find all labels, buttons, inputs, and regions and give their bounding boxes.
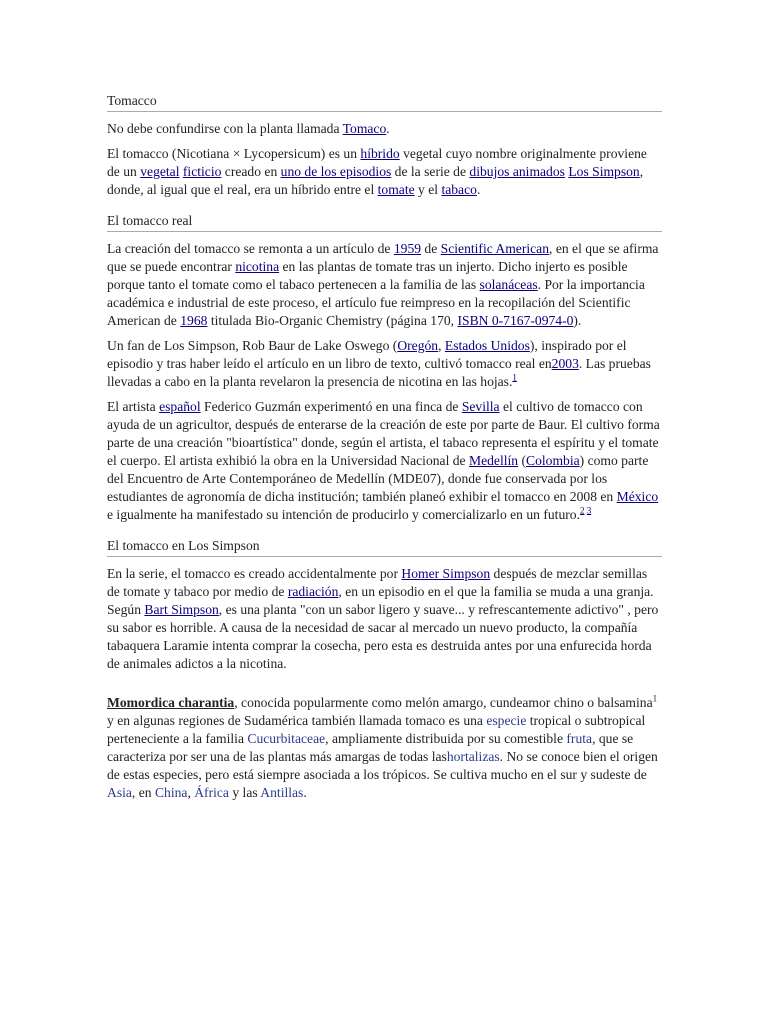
hatnote: No debe confundirse con la planta llamada Tomaco. (107, 121, 390, 136)
section-heading-tomacco: Tomacco (107, 92, 662, 112)
link-asia[interactable]: Asia (107, 785, 132, 800)
paragraph-momordica: Momordica charantia, conocida popularmente como melón amargo, cundeamor chino o balsamina$^1$ y en algunas regiones de Sudamérica también llamada tomaco es una especie tropical o subtropical perteneciente a la familia Cucurbitaceae, ampliamente distribuida por su comestible fruta, que se caracteriza por ser una de las plantas más amargas de todas lashortalizas. No se conoce bien el origen de estas especies, pero está siempre asociada a los trópicos. Se cultiva mucho en el sur y sudeste de Asia, en China, África y las Antillas. (107, 693, 658, 800)
footnote-3[interactable]: 3 (586, 505, 592, 516)
link-oregon[interactable]: Oregón (397, 338, 439, 353)
link-mexico[interactable]: México (616, 489, 659, 504)
link-isbn[interactable]: ISBN 0-7167-0974-0 (457, 313, 574, 328)
link-estados-unidos[interactable]: Estados Unidos (444, 338, 530, 353)
link-tabaco[interactable]: tabaco (441, 182, 477, 197)
link-china[interactable]: China (154, 785, 188, 800)
link-1968[interactable]: 1968 (180, 313, 208, 328)
link-2003[interactable]: 2003 (551, 356, 579, 371)
link-hortalizas[interactable]: hortalizas (446, 749, 500, 764)
link-episodio[interactable]: uno de los episodios (280, 164, 392, 179)
paragraph-origin: La creación del tomacco se remonta a un artículo de 1959 de Scientific American, en el que se afirma que se puede encontrar nicotina en las plantas de tomate tras un injerto. Dicho injerto es posible porque tanto el tomate como el tabaco pertenecen a la familia de las solanáceas. Por la importancia académica e industrial de este proceso, el artículo fue reimpreso en la recopilación del Scientific American de 1968 titulada Bio-Organic Chemistry (página 170, ISBN 0-7167-0974-0). (107, 241, 659, 328)
link-los-simpson[interactable]: Los Simpson (568, 164, 640, 179)
link-scientific-american[interactable]: Scientific American (440, 241, 550, 256)
link-cucurbitaceae[interactable]: Cucurbitaceae (247, 731, 326, 746)
link-antillas[interactable]: Antillas (260, 785, 304, 800)
link-nicotina[interactable]: nicotina (235, 259, 280, 274)
paragraph-guzman: El artista español Federico Guzmán experimentó en una finca de Sevilla el cultivo de tomacco con ayuda de un agricultor, después de enterarse de la creación de este por parte de Baur. El cultivo forma parte de una creación "bioartística" donde, según el artista, el tabaco representa el espíritu y el tomate el cuerpo. El artista exhibió la obra en la Universidad Nacional de Medellín (Colombia) como parte del Encuentro de Arte Contemporáneo de Medellín (MDE07), donde fue conservada por los estudiantes de agronomía de dicha institución; también planeó exhibir el tomacco en 2008 en México e igualmente ha manifestado su intención de producirlo y comercializarlo en un futuro.$^{2 3}$ (107, 399, 660, 522)
section-heading-tomacco-simpson: El tomacco en Los Simpson (107, 537, 662, 557)
footnote-balsamina: 1 (652, 693, 658, 704)
link-africa[interactable]: África (194, 785, 229, 800)
link-1959[interactable]: 1959 (393, 241, 422, 256)
link-solanaceas[interactable]: solanáceas (479, 277, 538, 292)
link-especie[interactable]: especie (486, 713, 527, 728)
link-radiacion[interactable]: radiación (287, 584, 339, 599)
link-sevilla[interactable]: Sevilla (461, 399, 500, 414)
link-momordica[interactable]: Momordica charantia (107, 695, 235, 710)
link-homer-simpson[interactable]: Homer Simpson (401, 566, 491, 581)
footnote-1[interactable]: 1 (512, 372, 517, 383)
link-ficticio[interactable]: ficticio (182, 164, 222, 179)
link-espanol[interactable]: español (159, 399, 201, 414)
link-tomate[interactable]: tomate (377, 182, 415, 197)
link-fruta[interactable]: fruta (566, 731, 593, 746)
momordica-title (107, 695, 234, 710)
section-heading-tomacco-real: El tomacco real (107, 212, 662, 232)
link-dibujos-animados[interactable]: dibujos animados (469, 164, 565, 179)
intro-paragraph: El tomacco (Nicotiana × Lycopersicum) es un híbrido vegetal cuyo nombre originalmente proviene de un vegetal ficticio creado en uno de los episodios de la serie de dibujos animados Los Simpson, donde, al igual que el real, era un híbrido entre el tomate y el tabaco. (107, 146, 647, 197)
link-tomaco[interactable]: Tomaco (342, 121, 387, 136)
paragraph-simpson: En la serie, el tomacco es creado accidentalmente por Homer Simpson después de mezclar semillas de tomate y tabaco por medio de radiación, en un episodio en el que la familia se muda a una granja. Según Bart Simpson, es una planta "con un sabor ligero y suave... y refrescantemente adictivo" , pero su sabor es horrible. A causa de la necesidad de sacar al mercado un nuevo producto, la compañía tabaquera Laramie intenta comprar la cosecha, pero esta es destruida antes por una enfurecida horda de animales adictos a la nicotina. (107, 566, 659, 671)
link-vegetal[interactable]: vegetal (140, 164, 180, 179)
link-bart-simpson[interactable]: Bart Simpson (144, 602, 219, 617)
paragraph-rob-baur: Un fan de Los Simpson, Rob Baur de Lake Oswego (Oregón, Estados Unidos), inspirado por el episodio y tras haber leído el artículo en un libro de texto, cultivó tomacco real en2003. Las pruebas llevadas a cabo en la planta revelaron la presencia de nicotina en las hojas.$^1$ (107, 338, 651, 389)
link-medellin[interactable]: Medellín (469, 453, 519, 468)
link-hibrido[interactable]: híbrido (360, 146, 400, 161)
footnote-2[interactable]: 2 (579, 505, 585, 516)
link-colombia[interactable]: Colombia (526, 453, 580, 468)
